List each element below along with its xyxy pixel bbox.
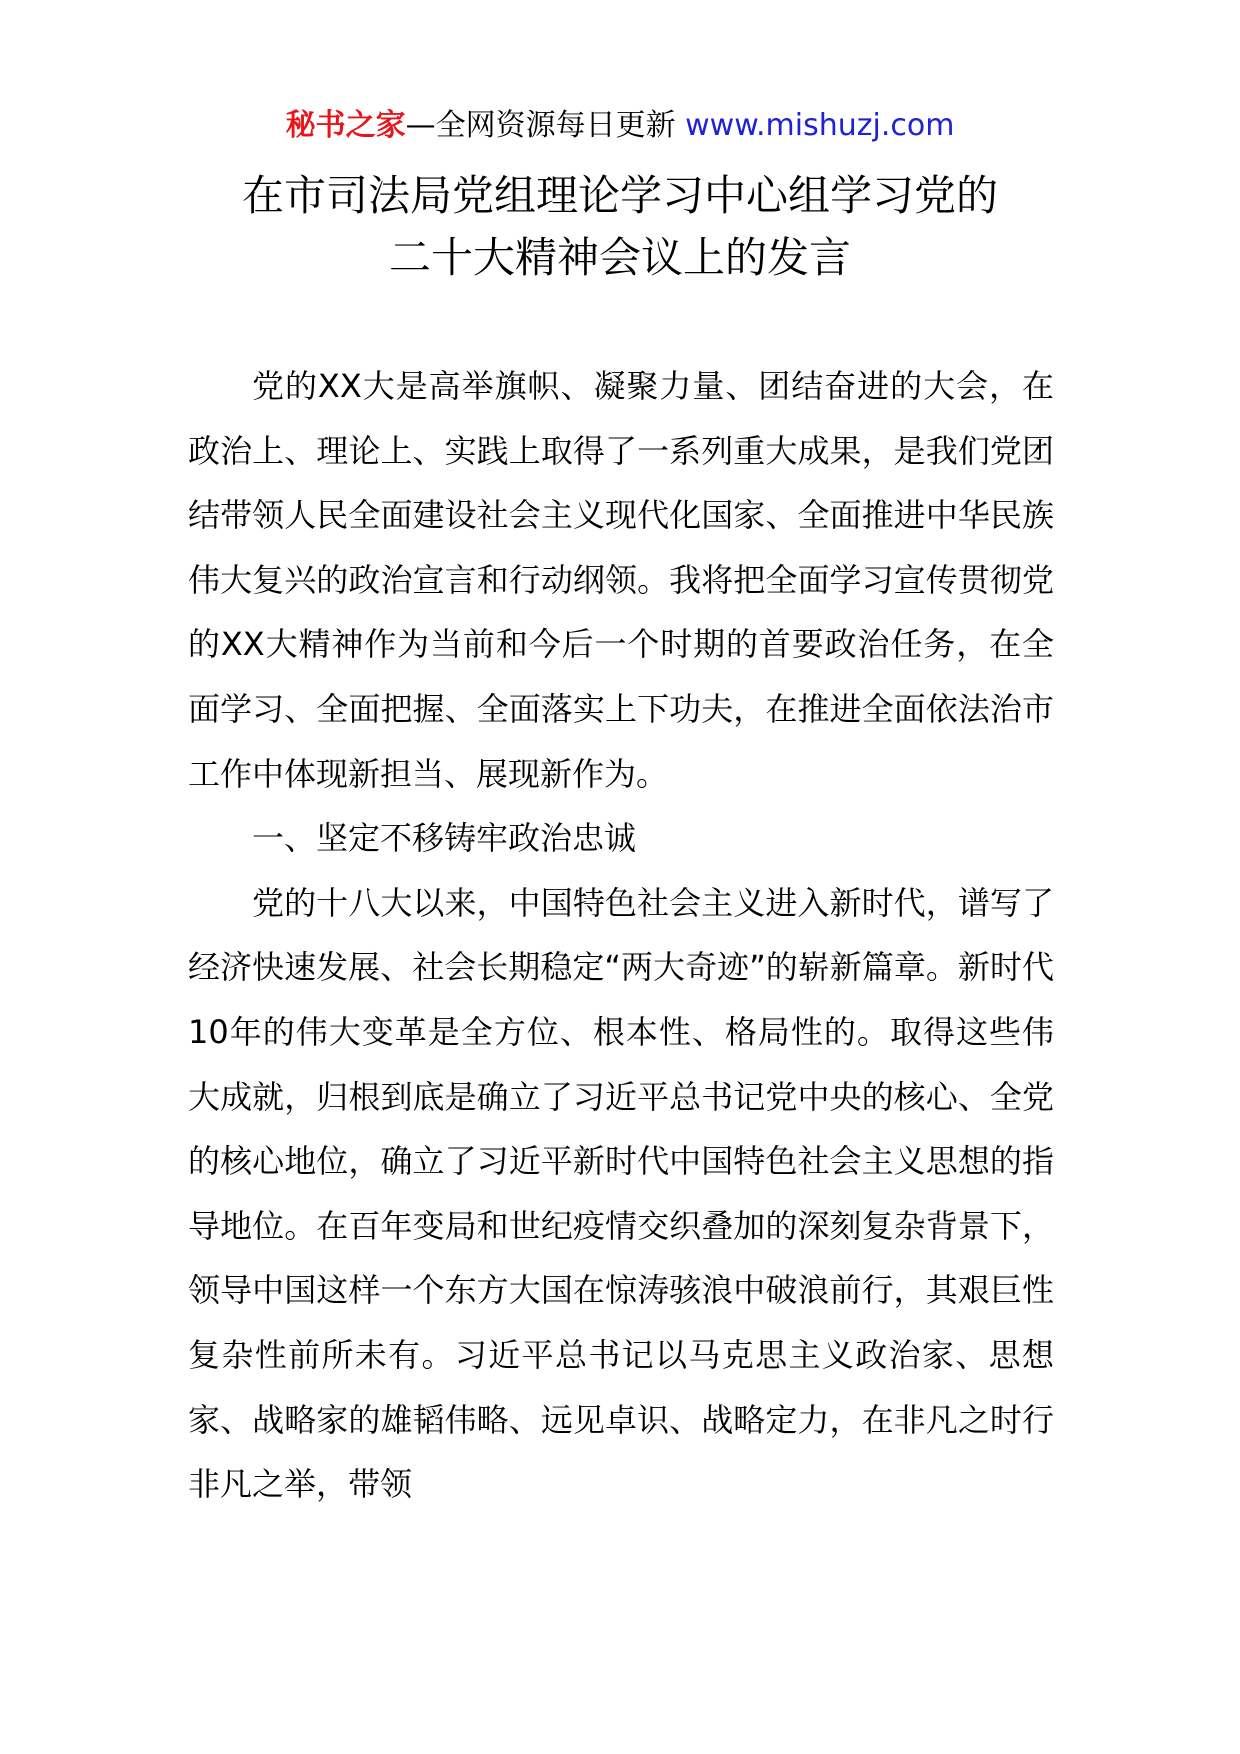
- body-paragraph-2: 党的十八大以来，中国特色社会主义进入新时代，谱写了经济快速发展、社会长期稳定“两大奇迹”的崭新篇章。新时代10年的伟大变革是全方位、根本性、格局性的。取得这些伟大成就，归根到底是确立了习近平总书记党中央的核心、全党的核心地位，确立了习近平新时代中国特色社会主义思想的指导地位。在百年变局和世纪疫情交织叠加的深刻复杂背景下，领导中国这样一个东方大国在惊涛骇浪中破浪前行，其艰巨性复杂性前所未有。习近平总书记以马克思主义政治家、思想家、战略家的雄韬伟略、远见卓识、战略定力，在非凡之时行非凡之举，带领: [188, 883, 1054, 1504]
- site-url-link[interactable]: www.mishuzj.com: [685, 108, 955, 143]
- title-line-2: 二十大精神会议上的发言: [388, 233, 851, 282]
- body-paragraph-1: 党的XX大是高举旗帜、凝聚力量、团结奋进的大会，在政治上、理论上、实践上取得了一系列重大成果，是我们党团结带领人民全面建设社会主义现代化国家、全面推进中华民族伟大复兴的政治宣言和行动纲领。我将把全面学习宣传贯彻党的XX大精神作为当前和今后一个时期的首要政治任务，在全面学习、全面把握、全面落实上下功夫，在推进全面依法治市工作中体现新担当、展现新作为。: [188, 367, 1054, 793]
- header-tagline: —全网资源每日更新: [405, 108, 676, 143]
- section-heading-1: 一、坚定不移铸牢政治忠诚: [252, 819, 637, 858]
- document-title: [120, 165, 1120, 289]
- site-header: [0, 98, 1240, 154]
- document-body: [188, 354, 1054, 1517]
- title-line-1: 在市司法局党组理论学习中心组学习党的: [241, 171, 998, 220]
- brand-name: 秘书之家: [285, 108, 406, 143]
